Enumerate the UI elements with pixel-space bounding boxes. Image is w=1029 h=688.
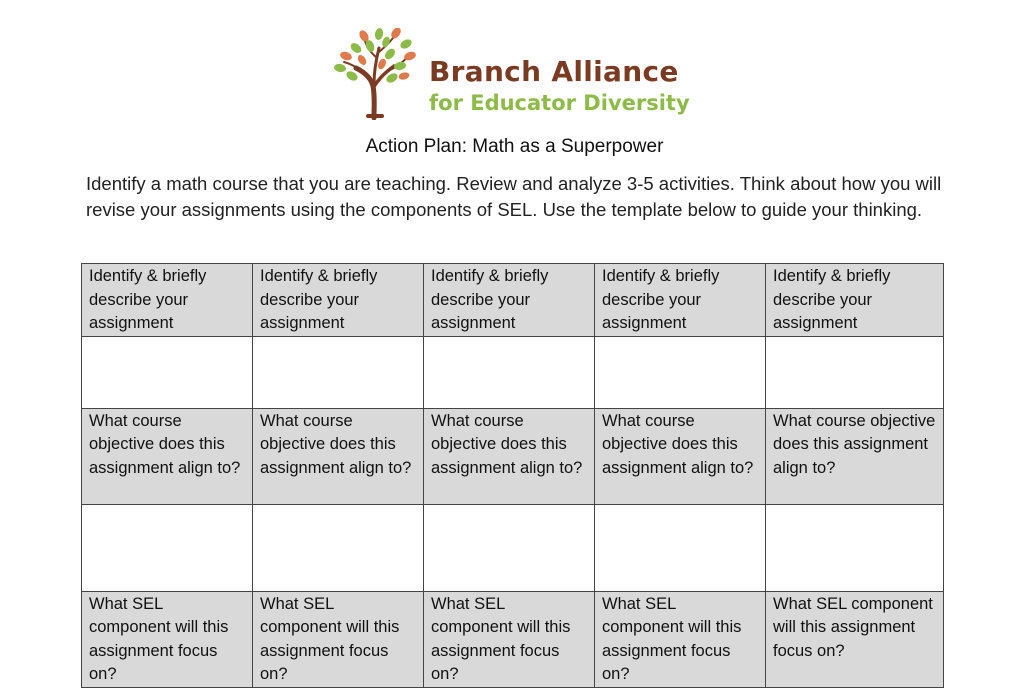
- prompt-cell: What SEL component will this assignment focus on?: [82, 591, 253, 687]
- prompt-cell: What SEL component will this assignment focus on?: [595, 591, 766, 687]
- table-row-assignment-prompt: [82, 264, 944, 337]
- prompt-cell: What course objective does this assignment align to?: [424, 408, 595, 504]
- prompt-cell: What course objective does this assignment align to?: [766, 408, 944, 504]
- prompt-cell: Identify & briefly describe your assignment: [253, 264, 424, 337]
- brand-tagline: for Educator Diversity: [429, 91, 690, 115]
- page-title: Action Plan: Math as a Superpower: [365, 136, 664, 157]
- prompt-cell: What SEL component will this assignment focus on?: [253, 591, 424, 687]
- answer-cell[interactable]: [424, 336, 595, 408]
- answer-cell[interactable]: [253, 504, 424, 591]
- answer-cell[interactable]: [595, 336, 766, 408]
- prompt-cell: What SEL component will this assignment focus on?: [766, 591, 944, 687]
- prompt-cell: Identify & briefly describe your assignment: [424, 264, 595, 337]
- intro-paragraph: Identify a math course that you are teaching. Review and analyze 3-5 activities. Think about how you will revise your assignments using the components of SEL. Use the template below to guide your thinking.: [86, 173, 942, 220]
- table-row-assignment-answer: [82, 336, 944, 408]
- table-row-objective-prompt: [82, 408, 944, 504]
- answer-cell[interactable]: [595, 504, 766, 591]
- answer-cell[interactable]: [82, 336, 253, 408]
- answer-cell[interactable]: [766, 504, 944, 591]
- answer-cell[interactable]: [766, 336, 944, 408]
- prompt-cell: What course objective does this assignment align to?: [595, 408, 766, 504]
- prompt-cell: What SEL component will this assignment focus on?: [424, 591, 595, 687]
- prompt-cell: Identify & briefly describe your assignment: [766, 264, 944, 337]
- prompt-cell: Identify & briefly describe your assignment: [82, 264, 253, 337]
- answer-cell[interactable]: [253, 336, 424, 408]
- tree-logo-icon: [334, 28, 420, 120]
- branch-alliance-logo: [334, 28, 704, 124]
- action-plan-table: [81, 263, 944, 688]
- prompt-cell: Identify & briefly describe your assignment: [595, 264, 766, 337]
- prompt-cell: What course objective does this assignment align to?: [253, 408, 424, 504]
- answer-cell[interactable]: [424, 504, 595, 591]
- brand-name: Branch Alliance: [429, 55, 679, 88]
- prompt-cell: What course objective does this assignment align to?: [82, 408, 253, 504]
- table-row-objective-answer: [82, 504, 944, 591]
- answer-cell[interactable]: [82, 504, 253, 591]
- table-row-sel-prompt: [82, 591, 944, 687]
